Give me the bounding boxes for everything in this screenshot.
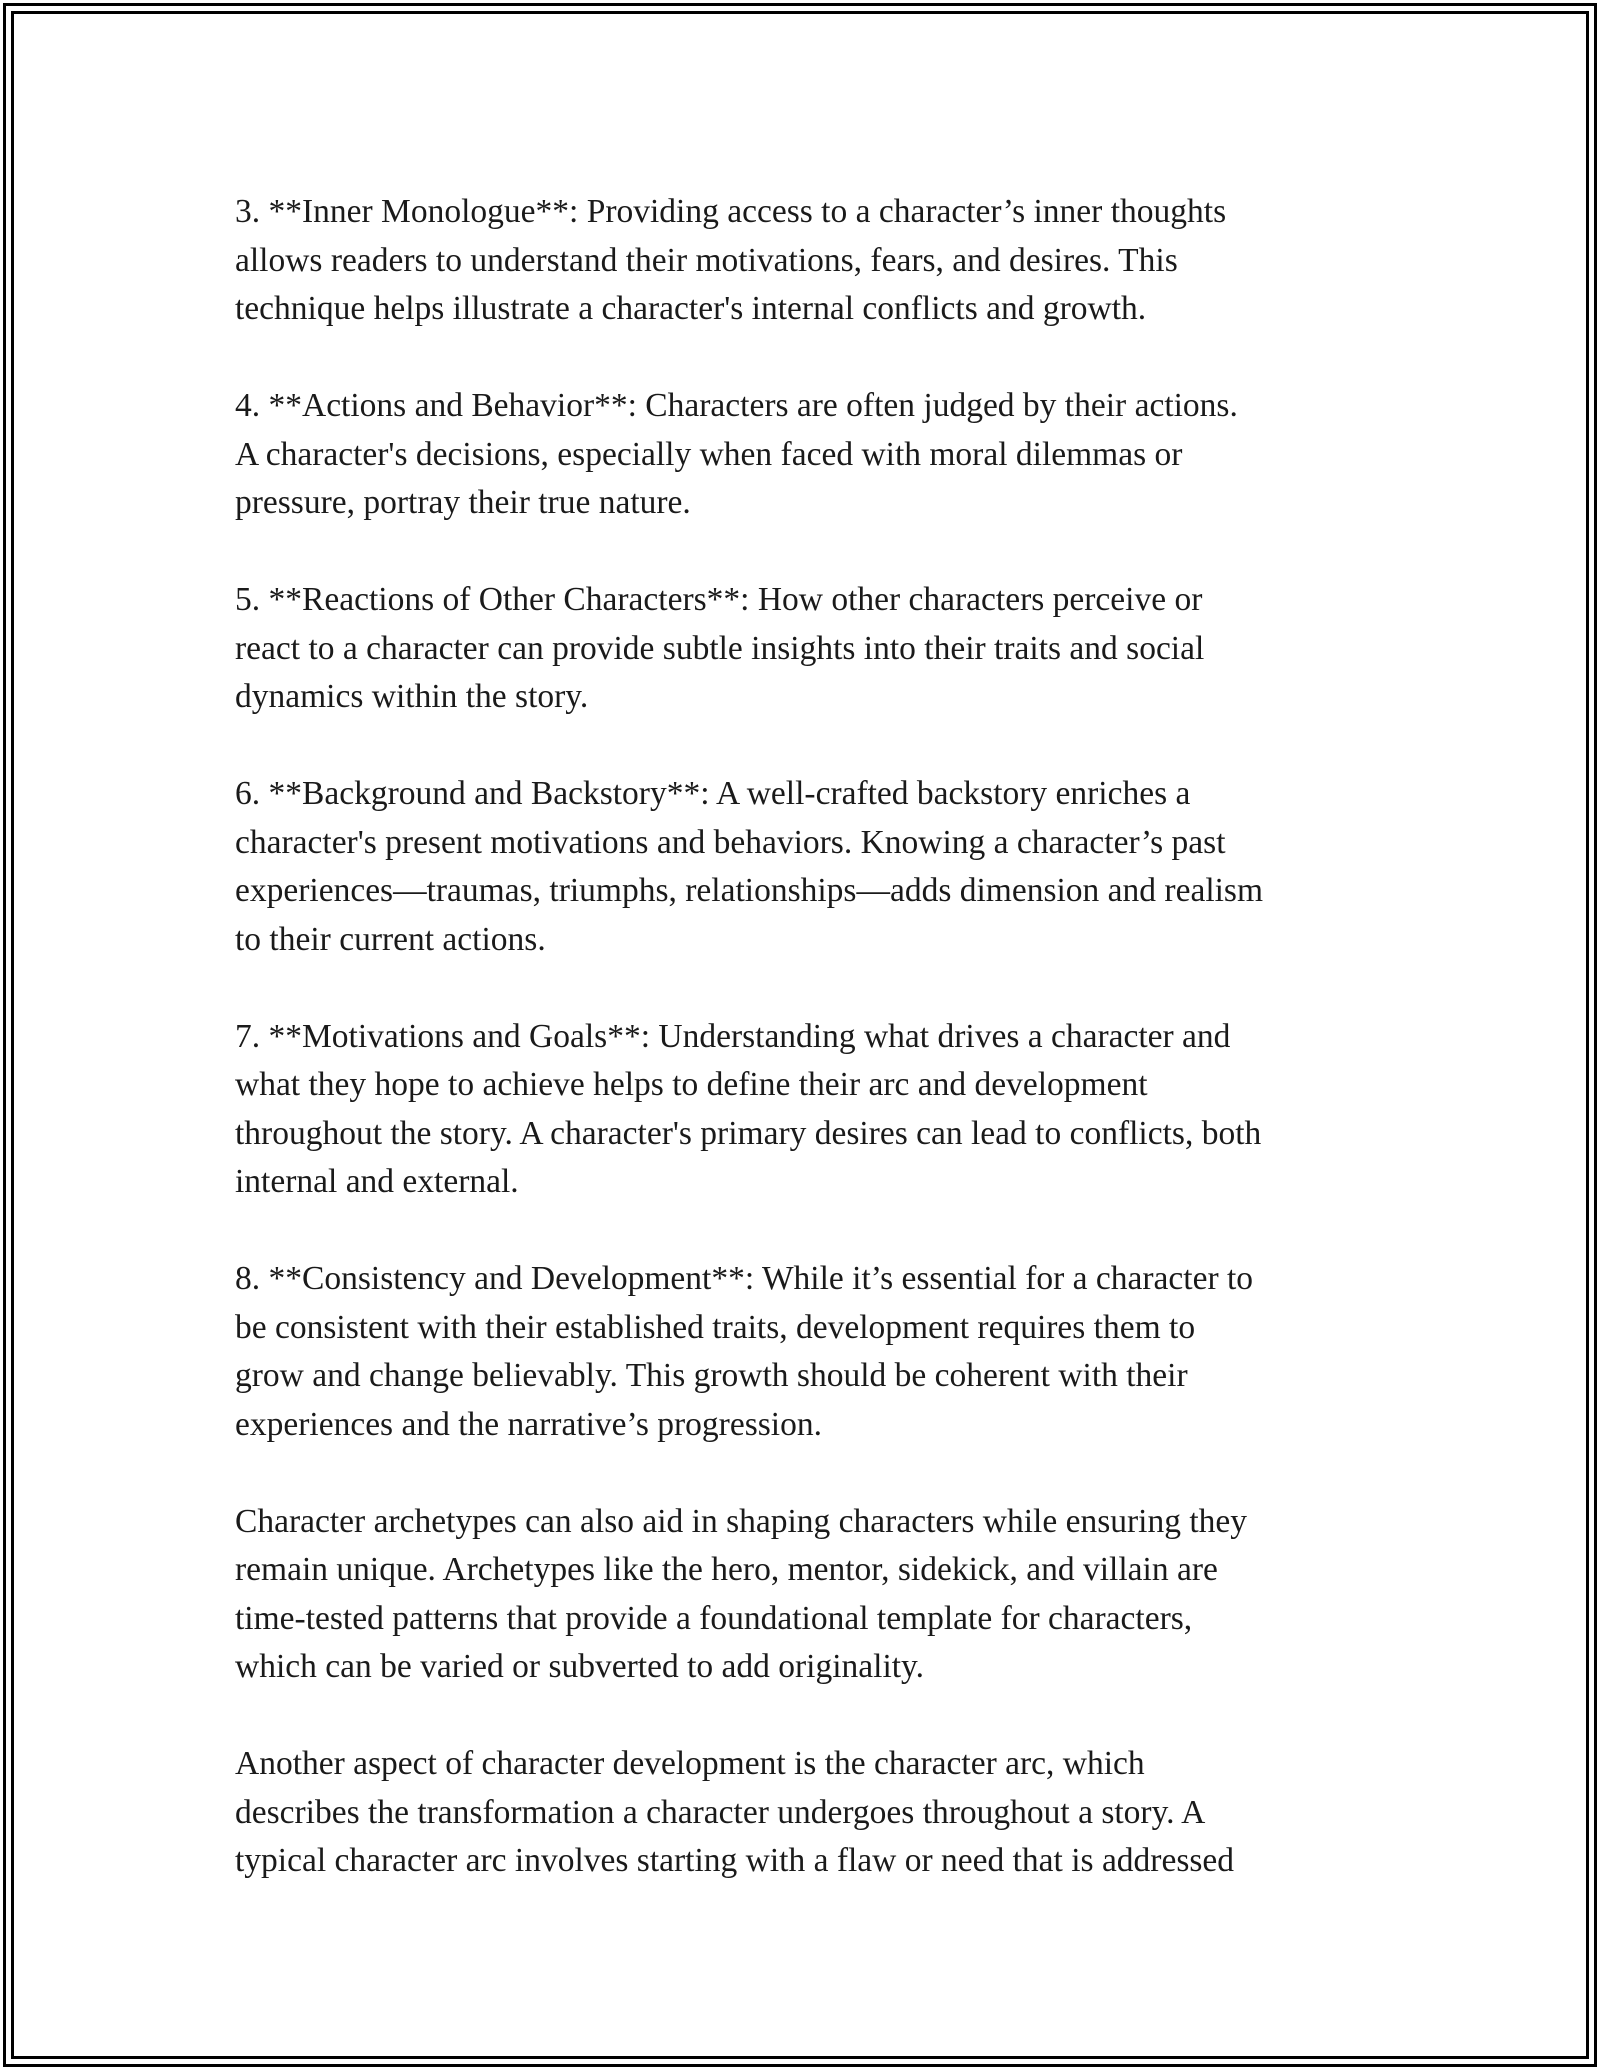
text-line: 6. **Background and Backstory**: A well-crafted backstory enriches a <box>235 775 1191 812</box>
paragraph-character-arc <box>235 1740 1395 1886</box>
paragraph-reactions-of-other-characters <box>235 576 1395 722</box>
paragraph-inner-monologue <box>235 188 1395 334</box>
text-line: experiences and the narrative’s progression. <box>235 1405 822 1443</box>
text-line: internal and external. <box>235 1163 519 1200</box>
text-line: throughout the story. A character's primary desires can lead to conflicts, both <box>235 1114 1262 1152</box>
text-line: character's present motivations and behaviors. Knowing a character’s past <box>235 823 1226 861</box>
text-line: be consistent with their established traits, development requires them to <box>235 1308 1196 1346</box>
paragraph-actions-and-behavior <box>235 382 1395 528</box>
paragraph-motivations-and-goals <box>235 1013 1395 1207</box>
text-line: 5. **Reactions of Other Characters**: How other characters perceive or <box>235 581 1203 618</box>
text-line: Character archetypes can also aid in shaping characters while ensuring they <box>235 1502 1248 1540</box>
text-line: pressure, portray their true nature. <box>235 484 691 521</box>
text-line: react to a character can provide subtle insights into their traits and social <box>235 629 1205 667</box>
text-line: what they hope to achieve helps to define their arc and development <box>235 1066 1148 1103</box>
text-line: typical character arc involves starting with a flaw or need that is addressed <box>235 1842 1235 1879</box>
text-line: dynamics within the story. <box>235 678 589 715</box>
text-line: 4. **Actions and Behavior**: Characters are often judged by their actions. <box>235 387 1238 424</box>
text-line: which can be varied or subverted to add originality. <box>235 1648 925 1685</box>
text-line: experiences—traumas, triumphs, relationships—adds dimension and realism <box>235 872 1264 909</box>
text-line: grow and change believably. This growth should be coherent with their <box>235 1357 1188 1394</box>
text-line: 3. **Inner Monologue**: Providing access to a character’s inner thoughts <box>235 193 1227 230</box>
document-body <box>235 188 1395 1934</box>
text-line: A character's decisions, especially when faced with moral dilemmas or <box>235 435 1183 473</box>
text-line: time-tested patterns that provide a foundational template for characters, <box>235 1599 1193 1637</box>
text-line: describes the transformation a character undergoes throughout a story. A <box>235 1793 1206 1831</box>
paragraph-character-archetypes <box>235 1498 1395 1692</box>
text-line: allows readers to understand their motivations, fears, and desires. This <box>235 241 1178 279</box>
text-line: 7. **Motivations and Goals**: Understanding what drives a character and <box>235 1017 1231 1055</box>
text-line: 8. **Consistency and Development**: While it’s essential for a character to <box>235 1260 1254 1297</box>
paragraph-background-and-backstory <box>235 770 1395 964</box>
paragraph-consistency-and-development <box>235 1255 1395 1449</box>
text-line: technique helps illustrate a character's internal conflicts and growth. <box>235 290 1147 327</box>
text-line: Another aspect of character development is the character arc, which <box>235 1745 1145 1782</box>
text-line: to their current actions. <box>235 920 546 958</box>
text-line: remain unique. Archetypes like the hero, mentor, sidekick, and villain are <box>235 1551 1218 1588</box>
